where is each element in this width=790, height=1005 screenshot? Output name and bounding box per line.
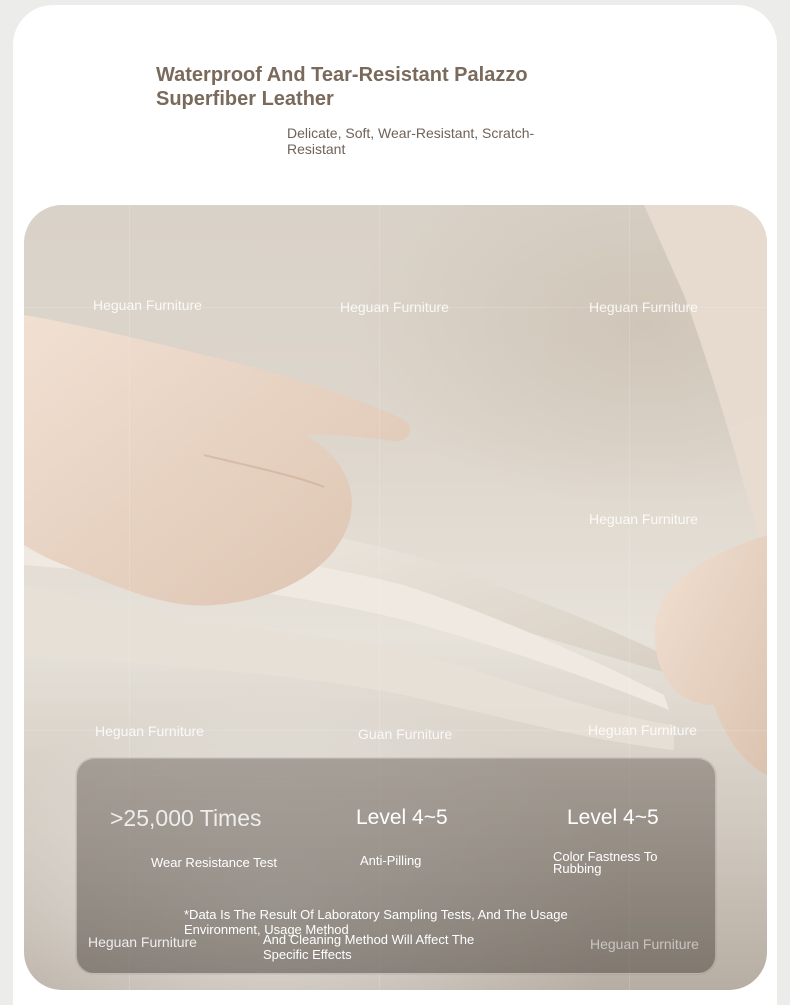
stat-value-wear: >25,000 Times (110, 805, 262, 831)
page-subtitle: Delicate, Soft, Wear-Resistant, Scratch-Resistant (287, 125, 535, 157)
page-title: Waterproof And Tear-Resistant Palazzo Superfiber Leather (156, 64, 528, 110)
stat-value-pilling: Level 4~5 (356, 806, 448, 829)
stat-label-pilling: Anti-Pilling (360, 853, 422, 868)
disclaimer-line-1: *Data Is The Result Of Laboratory Sampling Tests, And The Usage Environment, Usage Method (184, 907, 568, 937)
stat-label-fastness: Color Fastness To Rubbing (553, 849, 658, 876)
stats-panel (76, 758, 716, 974)
stat-label-wear: Wear Resistance Test (151, 855, 277, 870)
stat-value-fastness: Level 4~5 (567, 806, 659, 829)
watermark: Heguan Furniture (340, 299, 449, 315)
watermark: Heguan Furniture (589, 511, 698, 527)
watermark: Heguan Furniture (588, 722, 697, 738)
watermark: Heguan Furniture (95, 723, 204, 739)
watermark: Heguan Furniture (590, 936, 699, 952)
leather-photo (24, 205, 767, 990)
watermark: Heguan Furniture (93, 297, 202, 313)
watermark: Guan Furniture (358, 726, 453, 742)
disclaimer-line-2: And Cleaning Method Will Affect The Specific Effects (263, 932, 475, 962)
watermark: Heguan Furniture (88, 934, 197, 950)
watermark: Heguan Furniture (589, 299, 698, 315)
